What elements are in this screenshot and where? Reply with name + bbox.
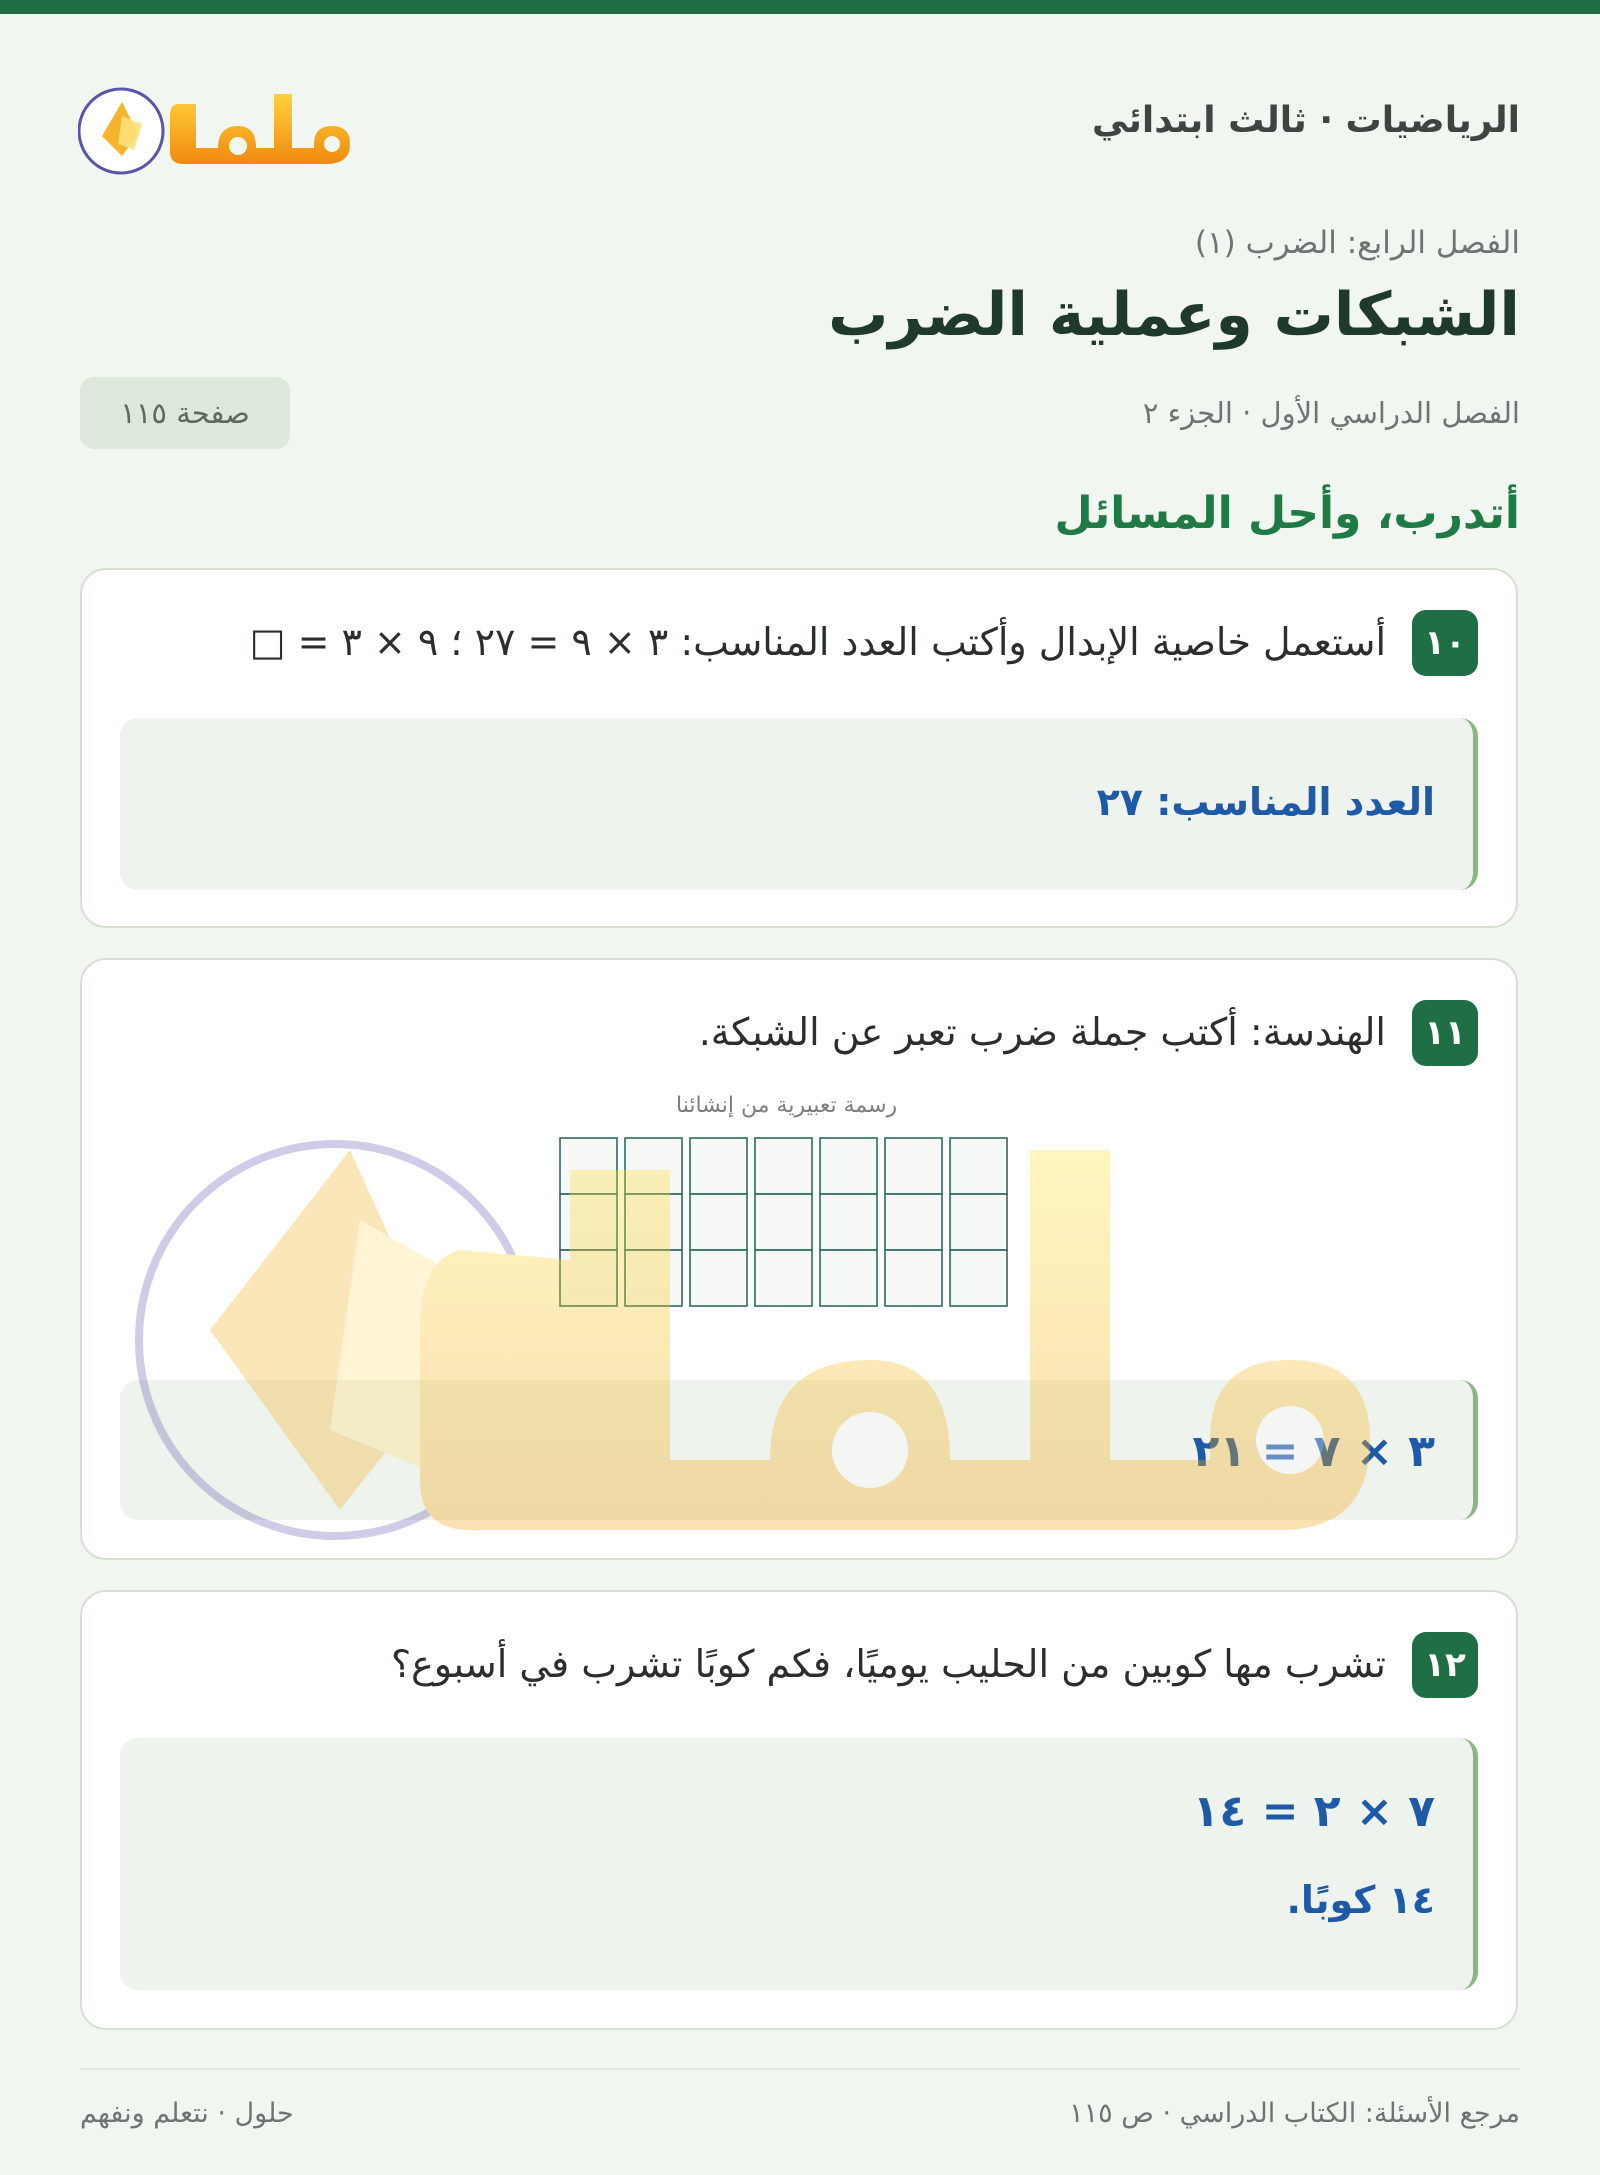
- footer-divider: [80, 2068, 1520, 2070]
- question-card-10: [80, 568, 1518, 928]
- footer-brand: حلول · نتعلم ونفهم: [80, 2098, 294, 2129]
- answer-line: العدد المناسب: ٢٧: [1096, 780, 1435, 824]
- section-title: أتدرب، وأحل المسائل: [1054, 488, 1520, 539]
- grid-cell: [820, 1250, 877, 1306]
- answer-line: ٧ × ٢ = ١٤: [1192, 1786, 1435, 1837]
- answer-box: [120, 1738, 1478, 1990]
- answer-box: [120, 718, 1478, 890]
- grid-cell: [690, 1194, 747, 1250]
- grid-cell: [690, 1138, 747, 1194]
- question-text: تشرب مها كوبين من الحليب يوميًا، فكم كوبًا تشرب في أسبوع؟: [390, 1642, 1386, 1686]
- grid-cell: [625, 1138, 682, 1194]
- question-number-badge: ١٠: [1412, 610, 1478, 676]
- hulul-logo-icon: [78, 64, 368, 184]
- footer-reference: مرجع الأسئلة: الكتاب الدراسي · ص ١١٥: [1069, 2098, 1520, 2129]
- question-card-12: [80, 1590, 1518, 2030]
- subject-label: الرياضيات · ثالث ابتدائي: [1091, 100, 1520, 141]
- grid-cell: [820, 1138, 877, 1194]
- hulul-logo: [78, 64, 368, 184]
- page-number-badge: صفحة ١١٥: [80, 377, 290, 449]
- grid-cell: [950, 1138, 1007, 1194]
- grid-cell: [885, 1250, 942, 1306]
- top-accent-bar: [0, 0, 1600, 14]
- grid-cell: [950, 1194, 1007, 1250]
- grid-cell: [755, 1250, 812, 1306]
- grid-cell: [820, 1194, 877, 1250]
- grid-cell: [885, 1194, 942, 1250]
- answer-line: ١٤ كوبًا.: [1286, 1878, 1435, 1922]
- multiplication-grid: [558, 1136, 1008, 1310]
- question-text: أستعمل خاصية الإبدال وأكتب العدد المناسب: ٣ × ٩ = ٢٧ ؛ ٩ × ٣ = □: [249, 620, 1386, 664]
- grid-caption: رسمة تعبيرية من إنشائنا: [676, 1093, 898, 1118]
- grid-cell: [560, 1138, 617, 1194]
- grid-cell: [690, 1250, 747, 1306]
- grid-cell: [560, 1250, 617, 1306]
- page-title: الشبكات وعملية الضرب: [828, 280, 1520, 350]
- grid-cell: [560, 1194, 617, 1250]
- chapter-label: الفصل الرابع: الضرب (١): [1194, 225, 1520, 261]
- grid-cell: [625, 1250, 682, 1306]
- question-text: الهندسة: أكتب جملة ضرب تعبر عن الشبكة.: [698, 1010, 1386, 1054]
- grid-cell: [950, 1250, 1007, 1306]
- grid-cell: [885, 1138, 942, 1194]
- semester-label: الفصل الدراسي الأول · الجزء ٢: [1142, 396, 1520, 430]
- grid-cell: [755, 1138, 812, 1194]
- answer-box: [120, 1380, 1478, 1520]
- grid-cell: [755, 1194, 812, 1250]
- answer-line: ٣ × ٧ = ٢١: [1192, 1426, 1435, 1477]
- question-number-badge: ١١: [1412, 1000, 1478, 1066]
- grid-cell: [625, 1194, 682, 1250]
- question-number-badge: ١٢: [1412, 1632, 1478, 1698]
